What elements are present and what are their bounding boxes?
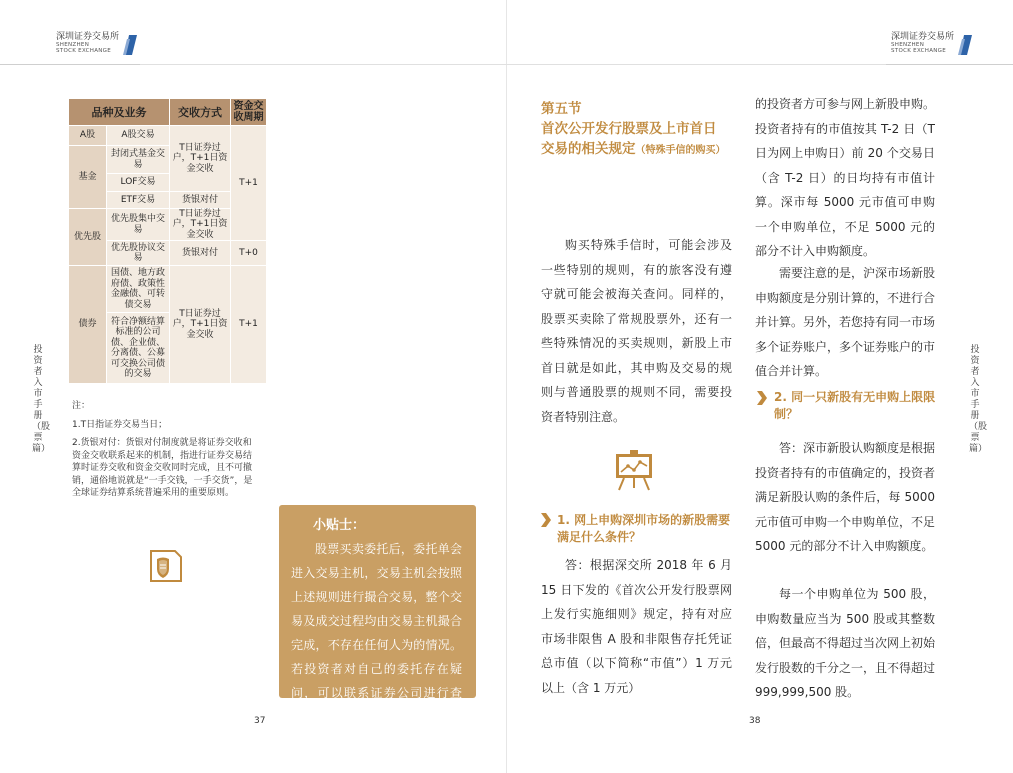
logo-mark-icon (957, 33, 973, 57)
exchange-logo-left (56, 33, 138, 57)
logo-en-1: SHENZHEN (56, 42, 90, 48)
tip-box (279, 505, 476, 724)
logo-en-2: STOCK EXCHANGE (891, 48, 947, 54)
exchange-logo-right (891, 33, 973, 57)
table-cell-cycle: T+0 (231, 241, 267, 266)
table-cell-item: 封闭式基金交易 (107, 146, 170, 174)
tip-body: 股票买卖委托后，委托单会进入交易主机，交易主机会按照上述规则进行撮合交易，整个交易及成交过程均由交易主机撮合完成，不存在任何人为的情况。若投资者对自己的委托存在疑问，可以联系证券公司进行查单。 (291, 542, 462, 724)
side-title-left: 投资者入市手册（股票篇） (32, 345, 51, 454)
table-cell-item: A股交易 (107, 126, 170, 146)
logo-mark-icon (122, 33, 138, 57)
table-notes (72, 400, 260, 506)
table-cell-item: 国债、地方政府债、政策性金融债、可转债交易 (107, 266, 170, 313)
easel-chart-icon (612, 448, 656, 492)
logo-cn: 深圳证券交易所 (56, 32, 120, 42)
answer-2-more: 每一个申购单位为 500 股，申购数量应当为 500 股或其整数倍，但最高不得超过当次网上初始发行股数的千分之一，且不得超过 999,999,500 股。 (755, 587, 936, 699)
table-cell-category: 优先股 (69, 209, 107, 266)
shield-icon (145, 547, 185, 587)
table-cell-cycle: T+1 (231, 266, 267, 384)
header-rule-left (0, 64, 140, 65)
section-title-line1: 首次公开发行股票及上市首日 (541, 121, 717, 137)
note-1: 1.T日指证券交易当日； (72, 419, 168, 430)
table-cell-settlement: T日证券过户，T+1日资金交收 (170, 266, 231, 384)
note-paragraph: 需要注意的是，沪深市场新股申购额度是分别计算的，不进行合并计算。另外，若您持有同一市场多个证券账户，多个证券账户的市值合并计算。 (755, 266, 936, 378)
section-subtitle: （特殊手信的购买） (635, 145, 726, 156)
settlement-table (69, 99, 267, 384)
table-cell-cycle: T+1 (231, 126, 267, 241)
section-title-line2: 交易的相关规定 (541, 141, 636, 157)
table-cell-item: ETF交易 (107, 192, 170, 209)
page-number-left: 37 (254, 716, 266, 726)
table-header: 资金交收周期 (231, 99, 267, 126)
answer-1: 答：根据深交所 2018 年 6 月 15 日下发的《首次公开发行股票网上发行实施细则》规定，持有对应市场非限售 A 股和非限售存托凭证总市值（以下简称“市值”）1 万元以上（含 1 万元） (541, 558, 732, 695)
table-cell-item: 优先股协议交易 (107, 241, 170, 266)
table-cell-category: 债券 (69, 266, 107, 384)
tip-title: 小贴士： (313, 518, 366, 533)
table-cell-category: A股 (69, 126, 107, 146)
header-rule-right-thin (506, 64, 886, 65)
table-cell-settlement: T日证券过户，T+1日资金交收 (170, 209, 231, 241)
section-label: 第五节 (541, 101, 582, 117)
header-rule-right (886, 64, 1013, 65)
table-cell-settlement: T日证券过户，T+1日资金交收 (170, 126, 231, 192)
page-spine (506, 0, 507, 773)
chevron-arrow-icon (757, 391, 769, 405)
answer-1-continued: 的投资者方可参与网上新股申购。投资者持有的市值按其 T-2 日（T 日为网上申购日）前 20 个交易日（含 T-2 日）的日均持有市值计算。深市每 5000 元市值可申购一个申购单位，不足 5000 元的部分不计入申购额度。 (755, 97, 936, 258)
answer-2: 答：深市新股认购额度是根据投资者持有的市值确定的，投资者满足新股认购的条件后，每 5000 元市值可申购一个申购单位，不足 5000 元的部分不计入申购额度。 (755, 441, 936, 553)
logo-cn: 深圳证券交易所 (891, 32, 955, 42)
table-header: 品种及业务 (69, 99, 170, 126)
table-cell-category: 基金 (69, 146, 107, 209)
note-2: 2.货银对付：货银对付制度就是将证券交收和资金交收联系起来的机制，指进行证券交易结算时证券交收和资金交收同时完成，且不可撤销，通俗地说就是“一手交钱，一手交货”，是全球证券结算系统普遍采用的重要原则。 (72, 438, 253, 498)
page-number-right: 38 (749, 716, 761, 726)
table-cell-settlement: 货银对付 (170, 192, 231, 209)
side-title-right: 投资者入市手册（股票篇） (969, 345, 988, 454)
table-cell-item: 优先股集中交易 (107, 209, 170, 241)
notes-title: 注： (72, 401, 91, 411)
chevron-arrow-icon (541, 513, 553, 527)
table-cell-item: LOF交易 (107, 174, 170, 192)
table-header: 交收方式 (170, 99, 231, 126)
question-2: 2. 同一只新股有无申购上限限制？ (774, 390, 936, 421)
logo-en-2: STOCK EXCHANGE (56, 48, 112, 54)
table-cell-settlement: 货银对付 (170, 241, 231, 266)
intro-paragraph: 购买特殊手信时，可能会涉及一些特别的规则，有的旅客没有遵守就可能会被海关查问。同样的，股票买卖除了常规股票外，还有一些特殊情况的买卖规则，新股上市首日就是如此，其申购及交易的规则与普通股票的规则不同，需要投资者特别注意。 (541, 238, 732, 424)
header-rule-left-thin (140, 64, 506, 65)
section-heading (541, 99, 751, 161)
question-1: 1. 网上申购深圳市场的新股需要满足什么条件？ (557, 513, 731, 544)
table-cell-item: 符合净额结算标准的公司债、企业债、分离债、公募可交换公司债的交易 (107, 313, 170, 384)
logo-en-1: SHENZHEN (891, 42, 925, 48)
